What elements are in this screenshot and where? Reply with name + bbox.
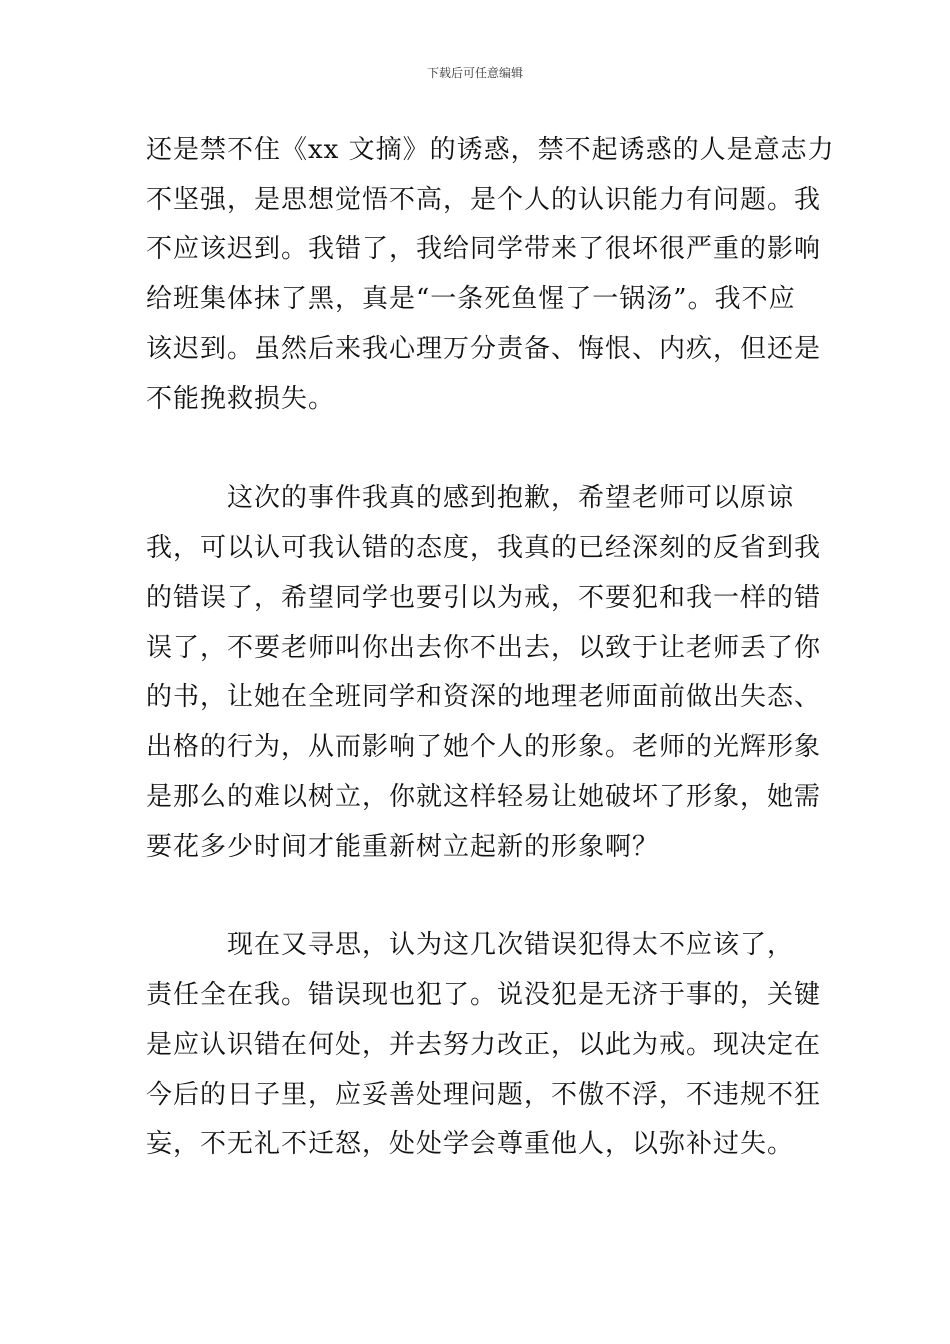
- paragraph-1-line-4: 给班集体抹了黑，真是“一条死鱼惺了一锅汤”。我不应: [146, 284, 796, 314]
- paragraph-2-line-2: 我，可以认可我认错的态度，我真的已经深刻的反省到我: [146, 533, 822, 563]
- paragraph-2-line-3: 的错误了，希望同学也要引以为戒，不要犯和我一样的错: [146, 583, 822, 613]
- paragraph-2-line-6: 出格的行为，从而影响了她个人的形象。老师的光辉形象: [146, 732, 822, 762]
- paragraph-2-line-7: 是那么的难以树立，你就这样轻易让她破坏了形象，她需: [146, 782, 822, 812]
- page-header-note: 下载后可任意编辑: [426, 66, 523, 80]
- paragraph-2-line-8: 要花多少时间才能重新树立起新的形象啊？: [146, 832, 660, 862]
- paragraph-3-line-3: 是应认识错在何处，并去努力改正，以此为戒。现决定在: [146, 1030, 822, 1060]
- paragraph-3-line-1: 现在又寻思，认为这几次错误犯得太不应该了，: [146, 930, 795, 960]
- paragraph-3-line-2: 责任全在我。错误现也犯了。说没犯是无济于事的，关键: [146, 980, 822, 1010]
- paragraph-1-line-3: 不应该迟到。我错了，我给同学带来了很坏很严重的影响: [146, 234, 822, 264]
- paragraph-2-line-5: 的书，让她在全班同学和资深的地理老师面前做出失态、: [146, 682, 822, 712]
- paragraph-3-line-4: 今后的日子里，应妥善处理问题，不傲不浮，不违规不狂: [146, 1080, 822, 1110]
- paragraph-3-line-5: 妄，不无礼不迁怒，处处学会尊重他人，以弥补过失。: [146, 1129, 795, 1159]
- paragraph-1-line-5: 该迟到。虽然后来我心理万分责备、悔恨、内疚，但还是: [146, 334, 822, 364]
- paragraph-1-line-6: 不能挽救损失。: [146, 384, 336, 414]
- paragraph-1-line-2: 不坚强，是思想觉悟不高，是个人的认识能力有问题。我: [146, 185, 822, 215]
- paragraph-2-line-4: 误了，不要老师叫你出去你不出去，以致于让老师丢了你: [146, 633, 822, 663]
- paragraph-2-line-1: 这次的事件我真的感到抱歉，希望老师可以原谅: [146, 483, 795, 513]
- paragraph-1-line-1: 还是禁不住《xx 文摘》的诱惑，禁不起诱惑的人是意志力: [146, 135, 835, 165]
